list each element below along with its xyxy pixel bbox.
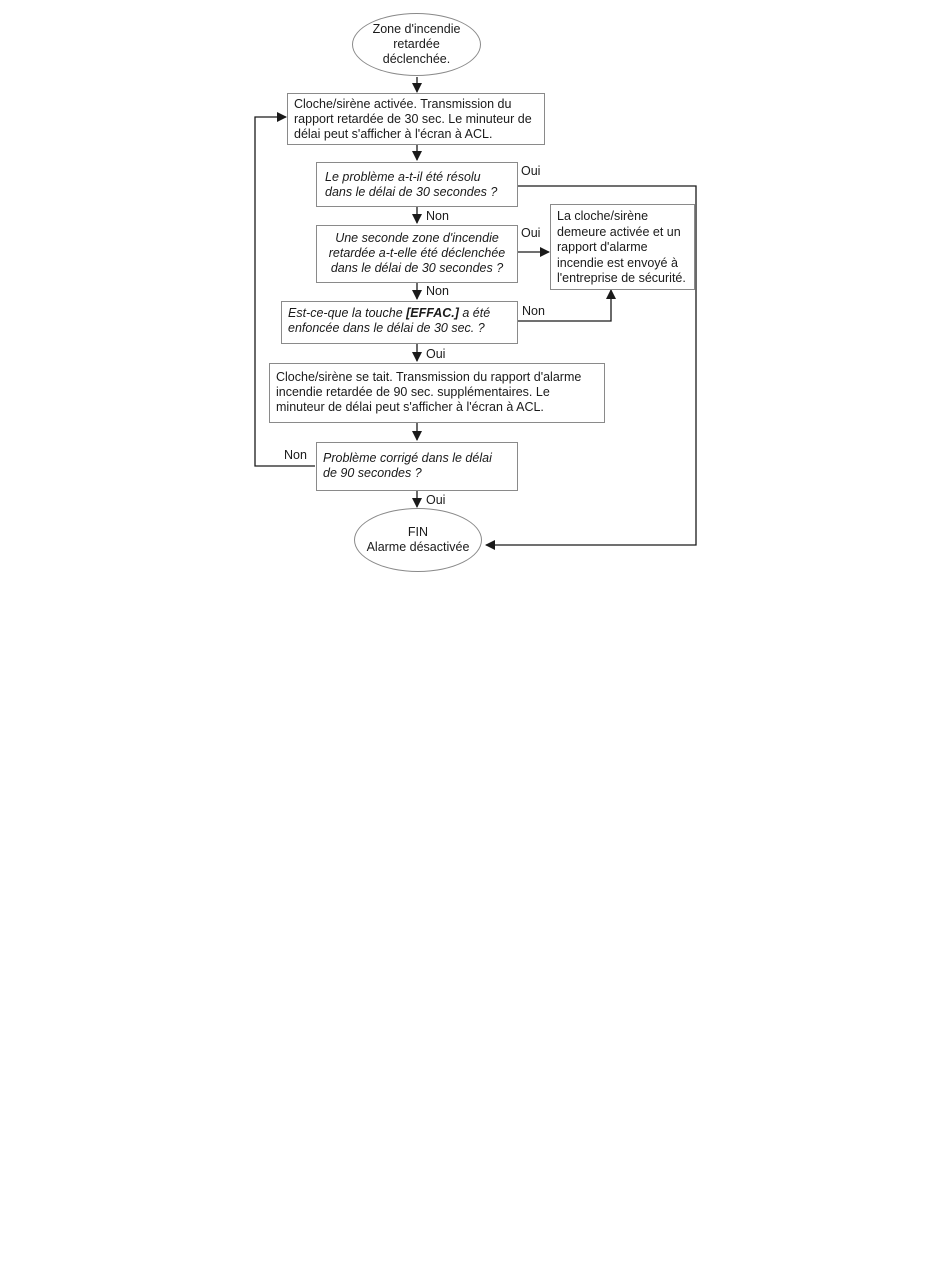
label-non-clear-key: Non [522,304,545,318]
step-alarm-report-sent [550,204,695,290]
question-resolved-30s [316,162,518,207]
label-non-resolved: Non [426,209,449,223]
step-bell-silenced-text: Cloche/sirène se tait. Transmission du rapport d'alarme incendie retardée de 90 sec. supplémentaires. Le minuteur de délai peut s'afficher à l'écran à ACL. [276,370,582,414]
question-resolved-30s-text: Le problème a-t-il été résolu dans le délai de 30 secondes ? [325,170,498,199]
step-bell-activated [287,93,545,145]
end-node [354,508,482,572]
step-alarm-report-sent-text: La cloche/sirène demeure activée et un rapport d'alarme incendie est envoyé à l'entreprise de sécurité. [557,209,686,285]
question-clear-key-before: Est-ce-que la touche [288,306,407,320]
question-second-zone [316,225,518,283]
end-node-text: FIN Alarme désactivée [366,525,470,554]
label-oui-resolved: Oui [521,164,541,178]
question-clear-key-text [288,306,490,335]
step-bell-silenced [269,363,605,423]
label-oui-clear-key: Oui [426,347,446,361]
label-oui-corrected: Oui [426,493,446,507]
start-node [352,13,481,76]
question-corrected-90s [316,442,518,491]
step-bell-activated-text: Cloche/sirène activée. Transmission du rapport retardée de 30 sec. Le minuteur de délai peut s'afficher à l'écran à ACL. [294,97,532,141]
label-non-corrected: Non [284,448,307,462]
start-node-text: Zone d'incendie retardée déclenchée. [372,22,461,66]
clear-key-label: [EFFAC.] [406,306,459,320]
question-clear-key [281,301,518,344]
question-clear-key-after: a été enfoncée dans le délai de 30 sec. ? [288,306,491,335]
label-oui-second-zone: Oui [521,226,541,240]
question-corrected-90s-text: Problème corrigé dans le délai de 90 secondes ? [323,451,492,480]
label-non-second-zone: Non [426,284,449,298]
question-second-zone-text: Une seconde zone d'incendie retardée a-t-elle été déclenchée dans le délai de 30 secondes ? [328,231,506,275]
